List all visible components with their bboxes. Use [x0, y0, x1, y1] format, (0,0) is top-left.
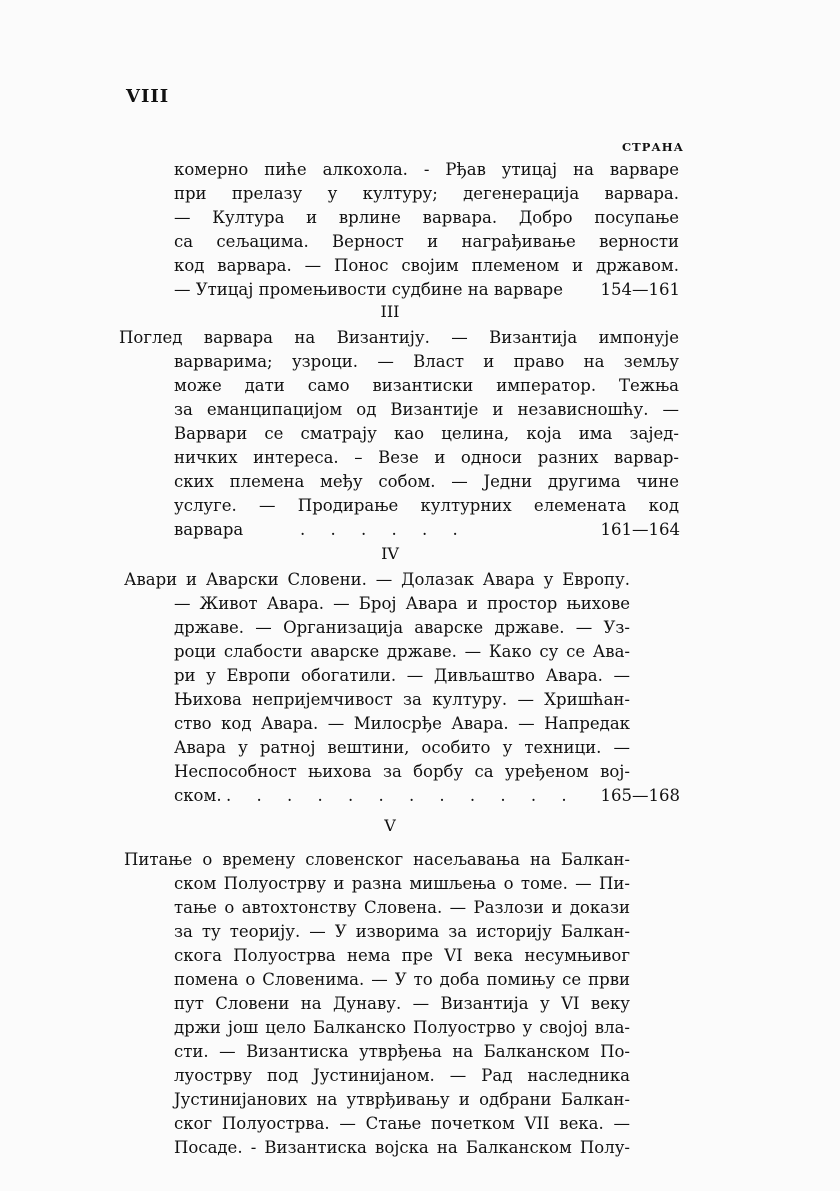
text-line: са сељацима. Верност и награђивање верности: [174, 232, 679, 251]
text-line: — Живот Авара. — Број Авара и простор њихове: [174, 594, 630, 613]
text-line: комерно пиће алкохола. - Рђав утицај на варваре: [174, 160, 679, 179]
text-line: тање о автохтонству Словена. — Разлози и докази: [174, 898, 630, 917]
text-line: ских племена међу собом. — Једни другима чине: [174, 472, 679, 491]
section-roman-numeral: IV: [381, 544, 399, 563]
text-line: пут Словени на Дунаву. — Византија у VI веку: [174, 994, 630, 1013]
text-line: — Култура и врлине варвара. Добро посупање: [174, 208, 679, 227]
text-line: ском Полуострву и разна мишљења о томе. — Пи-: [174, 874, 630, 893]
page-range: 154—161: [600, 280, 680, 299]
section-roman-numeral: V: [384, 816, 396, 835]
text-line: код варвара. — Понос својим племеном и државом.: [174, 256, 679, 275]
text-line: при прелазу у културу; дегенерација варвара.: [174, 184, 679, 203]
text-line: помена о Словенима. — У то доба помињу се први: [174, 970, 630, 989]
page-number: VIII: [126, 86, 170, 107]
text-line: роци слабости аварске државе. — Како су се Ава-: [174, 642, 630, 661]
page-range: 161—164: [600, 520, 680, 539]
text-line: ри у Европи обогатили. — Дивљаштво Авара. —: [174, 666, 630, 685]
text-line: Питање о времену словенског насељавања на Балкан-: [124, 850, 630, 869]
text-line: — Утицај промењивости судбине на варваре: [174, 280, 563, 299]
text-line: Авара у ратној вештини, особито у техници. —: [174, 738, 630, 757]
text-line: Поглед варвара на Византију. — Византија импонује: [119, 328, 679, 347]
page-range: 165—168: [600, 786, 680, 805]
text-line: за еманципацијом од Византије и независношћу. —: [174, 400, 679, 419]
text-line: сти. — Византиска утврђења на Балканском По-: [174, 1042, 630, 1061]
text-line: Њихова непријемчивост за културу. — Хришћан-: [174, 690, 630, 709]
text-line: Посаде. - Византиска војска на Балканском Полу-: [174, 1138, 630, 1157]
text-line: ство код Авара. — Милосрђе Авара. — Напредак: [174, 714, 630, 733]
text-line: варвара: [174, 520, 244, 539]
text-line: Авари и Аварски Словени. — Долазак Авара у Европу.: [124, 570, 630, 589]
column-header: СТРАНА: [622, 140, 684, 154]
text-line: државе. — Организација аварске државе. — Уз-: [174, 618, 630, 637]
text-line: за ту теорију. — У изворима за историју Балкан-: [174, 922, 630, 941]
text-line: скога Полуострва нема пре VI века несумњивог: [174, 946, 630, 965]
text-line: Неспособност њихова за борбу са уређеном вој-: [174, 762, 630, 781]
text-line: Варвари се сматрају као целина, која има зајед-: [174, 424, 679, 443]
leader-dots: . . . . . .: [300, 520, 468, 539]
text-line: услуге. — Продирање културних елемената код: [174, 496, 679, 515]
text-line: ничких интереса. – Везе и односи разних варвар-: [174, 448, 679, 467]
text-line: држи још цело Балканско Полуострво у својој вла-: [174, 1018, 630, 1037]
section-roman-numeral: III: [380, 302, 400, 321]
text-line: ског Полуострва. — Стање почетком VII века. —: [174, 1114, 630, 1133]
text-line: луострву под Јустинијаном. — Рад наследника: [174, 1066, 630, 1085]
text-line: Јустинијанових на утврђивању и одбрани Балкан-: [174, 1090, 630, 1109]
text-line: може дати само византиски император. Тежња: [174, 376, 679, 395]
text-line: варварима; узроци. — Власт и право на земљу: [174, 352, 679, 371]
leader-dots: . . . . . . . . . . . .: [226, 786, 577, 805]
text-line: ском.: [174, 786, 222, 805]
